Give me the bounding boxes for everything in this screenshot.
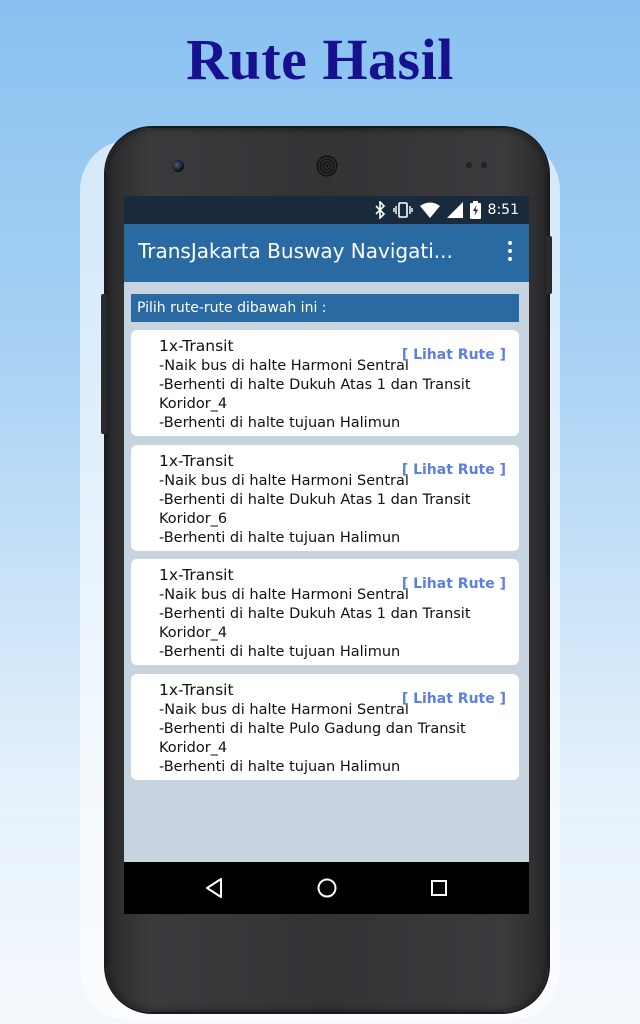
route-step: -Berhenti di halte tujuan Halimun (159, 644, 401, 661)
status-bar (124, 196, 529, 224)
lihat-rute-link[interactable]: [ Lihat Rute ] (401, 347, 506, 363)
lihat-rute-link[interactable]: [ Lihat Rute ] (401, 461, 506, 478)
route-step: -Berhenti di halte Dukuh Atas 1 dan Transit Koridor_4 (159, 377, 471, 412)
app-title: TransJakarta Busway Navigati... (138, 239, 453, 263)
route-title: 1x-Transit (159, 451, 234, 470)
battery-charging-icon (470, 201, 481, 219)
front-camera (172, 160, 184, 172)
route-title: 1x-Transit (159, 681, 234, 700)
status-time: 8:51 (487, 202, 519, 218)
proximity-sensor (466, 162, 472, 168)
lihat-rute-link[interactable]: [ Lihat Rute ] (401, 576, 506, 593)
vibrate-icon (393, 201, 413, 219)
phone-power-button (546, 236, 552, 294)
home-icon[interactable] (315, 876, 339, 900)
route-card[interactable] (131, 330, 519, 436)
route-step: -Berhenti di halte Dukuh Atas 1 dan Transit Koridor_4 (159, 606, 471, 642)
phone-screen (124, 196, 529, 914)
route-step: -Berhenti di halte Pulo Gadung dan Transit Koridor_4 (159, 721, 466, 757)
route-step: -Naik bus di halte Harmoni Sentral (159, 358, 409, 374)
section-header: Pilih rute-rute dibawah ini : (131, 294, 519, 322)
wifi-icon (420, 202, 440, 218)
light-sensor (481, 162, 487, 168)
overflow-menu-icon[interactable] (505, 241, 515, 265)
route-step: -Berhenti di halte Dukuh Atas 1 dan Transit Koridor_6 (159, 491, 471, 527)
route-card[interactable] (131, 559, 519, 665)
recents-icon[interactable] (427, 876, 451, 900)
route-list (131, 330, 519, 789)
route-card[interactable] (131, 674, 519, 780)
phone-volume-button (101, 294, 107, 434)
lihat-rute-link[interactable]: [ Lihat Rute ] (401, 691, 506, 708)
route-title: 1x-Transit (159, 337, 234, 355)
route-card[interactable] (131, 445, 519, 551)
app-bar (124, 224, 529, 282)
route-step: -Berhenti di halte tujuan Halimun (159, 415, 401, 431)
earpiece-speaker (316, 155, 338, 177)
route-step: -Naik bus di halte Harmoni Sentral (159, 472, 409, 489)
promo-title: Rute Hasil (186, 27, 454, 92)
back-icon[interactable] (202, 876, 226, 900)
content-area (124, 282, 529, 862)
status-icons (374, 200, 519, 220)
route-step: -Naik bus di halte Harmoni Sentral (159, 702, 409, 719)
navigation-bar (124, 862, 529, 914)
route-title: 1x-Transit (159, 566, 234, 585)
route-step: -Berhenti di halte tujuan Halimun (159, 759, 401, 776)
route-step: -Naik bus di halte Harmoni Sentral (159, 587, 409, 604)
bluetooth-icon (374, 201, 386, 219)
route-step: -Berhenti di halte tujuan Halimun (159, 529, 401, 546)
signal-icon (447, 202, 463, 218)
